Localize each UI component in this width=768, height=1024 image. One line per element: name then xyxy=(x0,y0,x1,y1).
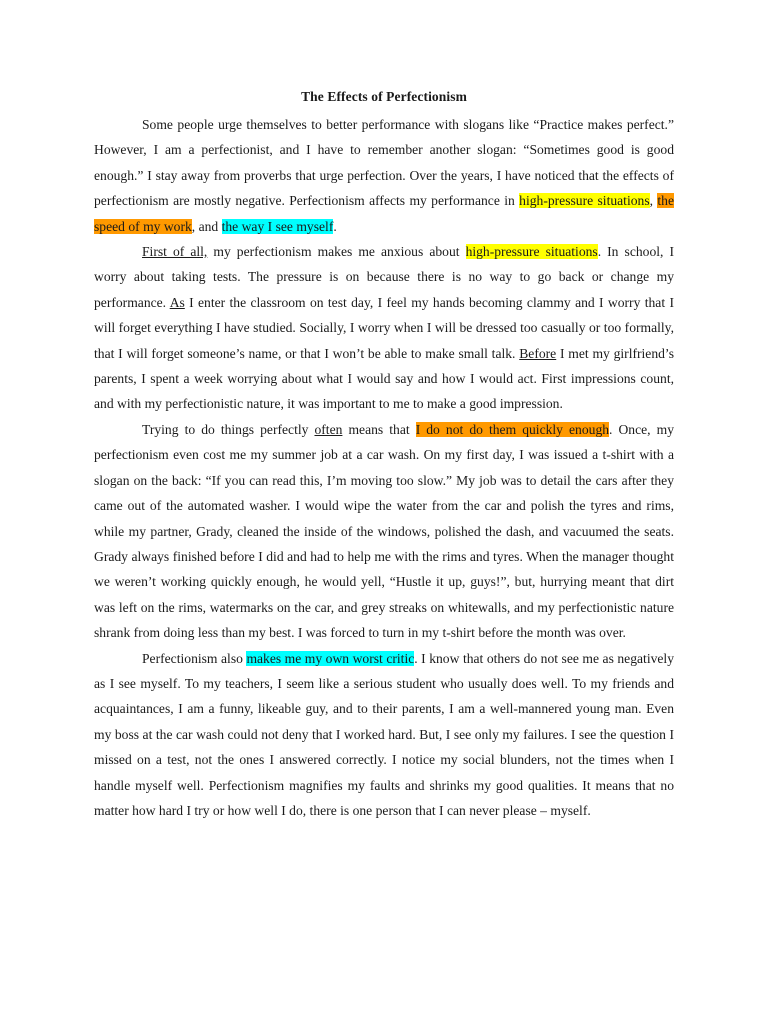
text-run: , xyxy=(649,193,658,209)
essay-title: The Effects of Perfectionism xyxy=(301,89,467,104)
text-run: Trying to do things perfectly xyxy=(142,421,315,437)
paragraph-body-1 xyxy=(94,239,674,417)
text-run: I enter the classroom on test day, I feel my hands becoming clammy and I worry that I will forget everything I have studied. Socially, I worry when I will be dressed too casually or too formally, that I will forget someone’s name, or that I won’t be able to make small talk. xyxy=(94,294,674,361)
text-run: , and xyxy=(191,218,222,234)
highlight-self-image: makes me my own worst critic xyxy=(246,650,415,666)
underlined-transition: First of all, xyxy=(142,244,208,260)
text-run: my perfectionism makes me anxious about xyxy=(207,244,466,260)
highlight-high-pressure: high-pressure situations xyxy=(519,193,650,209)
underlined-transition: As xyxy=(169,294,185,310)
text-run: . In school, I worry about taking tests. The pressure is on because there is no way to go back or change my performance. xyxy=(94,244,674,310)
text-run: Perfectionism also xyxy=(142,650,247,666)
underlined-transition: Before xyxy=(519,345,557,361)
paragraph-body-3 xyxy=(94,646,674,824)
text-run: Some people urge themselves to better performance with slogans like “Practice makes perfect.” However, I am a perfectionist, and I have to remember another slogan: “Sometimes good is good enough.” I stay away from proverbs that urge perfection. Over the years, I have noticed that the effects of perfectionism are mostly negative. Perfectionism affects my performance in xyxy=(94,117,674,209)
highlight-high-pressure: high-pressure situations xyxy=(465,244,598,260)
text-run: I met my girlfriend’s parents, I spent a week worrying about what I would say and how I would act. First impressions count, and with my perfectionistic nature, it was important to me to make a good impression. xyxy=(94,345,674,412)
highlight-speed: the speed of my work xyxy=(94,193,674,234)
underlined-transition: often xyxy=(314,421,343,437)
paragraph-intro xyxy=(94,112,674,239)
highlight-speed: I do not do them quickly enough xyxy=(415,421,610,437)
text-run: . xyxy=(333,218,337,234)
text-run: . I know that others do not see me as negatively as I see myself. To my teachers, I seem like a serious student who usually does well. To my friends and acquaintances, I am a funny, likeable guy, and to their parents, I am a well-mannered young man. Even my boss at the car wash could not deny that I worked hard. But, I see only my failures. I see the question I missed on a test, not the ones I answered correctly. I notice my social blunders, not the times when I handle myself well. Perfectionism magnifies my faults and shrinks my good qualities. It means that no matter how hard I try or how well I do, there is one person that I can never please – myself. xyxy=(94,650,675,818)
text-run: . Once, my perfectionism even cost me my summer job at a car wash. On my first day, I was issued a t-shirt with a slogan on the back: “If you can read this, I’m moving too slow.” My job was to detail the cars after they came out of the automated washer. I would wipe the water from the car and polish the tyres and rims, while my partner, Grady, cleaned the inside of the windows, polished the dash, and vacuumed the seats. Grady always finished before I did and had to help me with the rims and tyres. When the manager thought we weren’t working quickly enough, he would yell, “Hustle it up, guys!”, but, hurrying meant that dirt was left on the rims, watermarks on the car, and grey streaks on whitewalls, and my perfectionistic nature shrank from doing less than my best. I was forced to turn in my t-shirt before the month was over. xyxy=(94,421,674,641)
paragraph-body-2 xyxy=(94,417,674,646)
text-run: means that xyxy=(342,421,416,437)
highlight-self-image: the way I see myself xyxy=(221,218,334,234)
